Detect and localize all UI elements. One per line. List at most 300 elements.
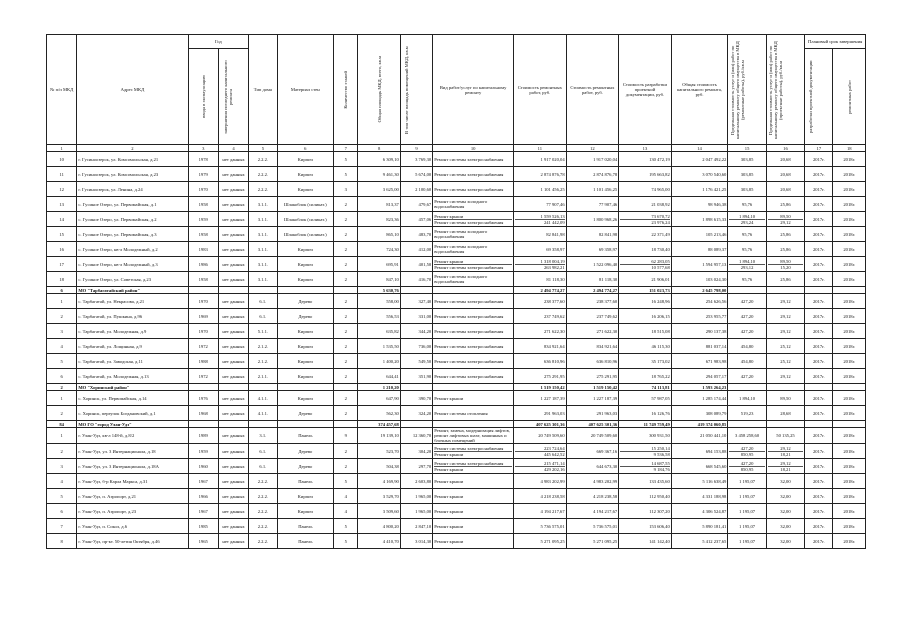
- row-area-total: 1 400,20: [358, 354, 400, 369]
- header-plan-works: ремонтных работ: [833, 49, 866, 145]
- row-total: 3 070 540,60: [671, 167, 728, 182]
- row-total: 294 057,17: [671, 369, 728, 384]
- row-area-res: [400, 287, 432, 294]
- row-year-built: [188, 421, 218, 428]
- column-number: 5: [249, 145, 277, 152]
- row-limit-1: 1 195,07: [728, 474, 766, 489]
- row-work: Ремонт системы холодного водоснабжения: [433, 227, 514, 242]
- row-address: г. Гусиноозерск, ул. Комсомольская, д.21: [77, 152, 188, 167]
- row-work: [433, 287, 514, 294]
- row-material: Кирпич: [277, 354, 334, 369]
- row-cost-work: 5 736 575,01: [514, 519, 567, 534]
- row-floors: 2: [334, 459, 358, 474]
- row-plan-design: 2017г.: [805, 294, 833, 309]
- row-material: Кирпич: [277, 369, 334, 384]
- row-area-res: 324,20: [400, 406, 432, 421]
- row-area-total: 823,36: [358, 212, 400, 227]
- row-plan-design: 2017г.: [805, 534, 833, 549]
- row-year-repair: нет данных: [218, 197, 248, 212]
- row-plan-design: 2017г.: [805, 391, 833, 406]
- row-area-total: 865,10: [358, 227, 400, 242]
- row-limit-1: 427,20: [728, 369, 766, 384]
- row-address: с. Гусиное Озеро, кв-л Молодежный, д.3: [77, 257, 188, 272]
- row-year-repair: нет данных: [218, 339, 248, 354]
- row-plan-works: 2018г.: [833, 354, 866, 369]
- column-number: 18: [833, 145, 866, 152]
- row-floors: 2: [334, 354, 358, 369]
- row-material: Панель: [277, 474, 334, 489]
- row-plan-works: 2018г.: [833, 391, 866, 406]
- row-number: 1: [47, 428, 77, 444]
- row-floors: 2: [334, 339, 358, 354]
- row-limit-2: 29,12: [766, 294, 804, 309]
- row-plan-works: 2018г.: [833, 182, 866, 197]
- row-area-total: 647,90: [358, 391, 400, 406]
- row-type: 2.2.2.: [249, 519, 277, 534]
- row-limit-2: 32,00: [766, 489, 804, 504]
- row-limit-2: 89,50: [766, 391, 804, 406]
- row-type: 3.1.1.: [249, 212, 277, 227]
- column-number: 15: [728, 145, 766, 152]
- table-body: [47, 152, 866, 549]
- row-type: 3.1.1.: [249, 242, 277, 257]
- row-cost-work: 1 318 004,19 263 982,21: [514, 257, 567, 272]
- row-floors: 2: [334, 227, 358, 242]
- row-plan-works: [833, 287, 866, 294]
- table-row: [47, 459, 866, 474]
- row-cost-work-2: 1 917 020,04: [566, 152, 619, 167]
- row-area-res: 549,50: [400, 354, 432, 369]
- row-cost-design: 112 307,20: [619, 504, 672, 519]
- row-floors: 2: [334, 294, 358, 309]
- row-work: Ремонт крыши: [433, 534, 514, 549]
- row-cost-design: 130 472,19: [619, 152, 672, 167]
- row-cost-work: 1 227 187,39: [514, 391, 567, 406]
- row-plan-design: 2017г.: [805, 444, 833, 459]
- row-cost-design: 112 950,40: [619, 489, 672, 504]
- row-number: 13: [47, 197, 77, 212]
- row-cost-design: 15 250,14 9 536,58: [619, 444, 672, 459]
- row-area-total: 4 800,20: [358, 519, 400, 534]
- row-limit-1: 3 458 258,60: [728, 428, 766, 444]
- row-area-res: 12 360,70: [400, 428, 432, 444]
- row-total: 98 946,38: [671, 197, 728, 212]
- row-floors: 2: [334, 391, 358, 406]
- row-work: Ремонт крыши: [433, 391, 514, 406]
- row-type: 3.1.: [249, 428, 277, 444]
- table-row: [47, 489, 866, 504]
- row-material: Кирпич: [277, 242, 334, 257]
- row-area-total: 635,82: [358, 324, 400, 339]
- row-floors: 4: [334, 504, 358, 519]
- row-limit-1: 303,85: [728, 182, 766, 197]
- table-subtotal-row: [47, 287, 866, 294]
- row-area-total: 558,00: [358, 294, 400, 309]
- row-year-repair: нет данных: [218, 242, 248, 257]
- row-area-res: 344,20: [400, 324, 432, 339]
- row-material: Кирпич: [277, 391, 334, 406]
- row-year-repair: нет данных: [218, 406, 248, 421]
- row-type: 3.1.1.: [249, 257, 277, 272]
- row-total: 103 024,30: [671, 272, 728, 287]
- row-plan-design: 2017г.: [805, 369, 833, 384]
- row-cost-design: 21 038,92: [619, 197, 672, 212]
- row-area-res: 2 847,10: [400, 519, 432, 534]
- row-cost-design: 14 687,55 9 184,76: [619, 459, 672, 474]
- row-number: 6: [47, 369, 77, 384]
- row-area-res: 327,40: [400, 294, 432, 309]
- row-year-built: 1988: [188, 354, 218, 369]
- row-area-res: 5 674,00: [400, 167, 432, 182]
- row-cost-work-2: 238 377,60: [566, 294, 619, 309]
- row-limit-1: 1 894,10: [728, 391, 766, 406]
- row-work: Ремонт системы электроснабжения Ремонт крыши: [433, 444, 514, 459]
- row-plan-works: 2018г.: [833, 197, 866, 212]
- row-address: МО ГО "город Улан-Удэ": [77, 421, 188, 428]
- row-limit-2: 25,86: [766, 242, 804, 257]
- row-limit-2: 20,68: [766, 182, 804, 197]
- row-total: 308 089,79: [671, 406, 728, 421]
- row-plan-works: [833, 421, 866, 428]
- row-plan-design: 2017г.: [805, 257, 833, 272]
- row-plan-design: 2017г.: [805, 474, 833, 489]
- row-material: Панель: [277, 428, 334, 444]
- row-number: 6: [47, 504, 77, 519]
- row-area-res: 1 965,00: [400, 504, 432, 519]
- table-row: [47, 257, 866, 272]
- row-cost-work-2: 69 358,97: [566, 242, 619, 257]
- row-limit-2: [766, 421, 804, 428]
- row-cost-work: 4 194 217,67: [514, 504, 567, 519]
- row-area-total: 5 630,76: [358, 287, 400, 294]
- row-cost-work: 237 749,62: [514, 309, 567, 324]
- row-area-total: 3 625,00: [358, 182, 400, 197]
- table-row: [47, 212, 866, 227]
- row-material: Кирпич: [277, 152, 334, 167]
- row-limit-2: 29,12: [766, 324, 804, 339]
- row-cost-work: 69 358,97: [514, 242, 567, 257]
- row-area-res: 390,70: [400, 391, 432, 406]
- row-material: Шлакоблок (силикат.): [277, 227, 334, 242]
- row-work: Ремонт крыши: [433, 474, 514, 489]
- row-limit-2: 28,68: [766, 406, 804, 421]
- row-address: с. Тарбагатай, ул. Лощинная, д.9: [77, 339, 188, 354]
- row-type: 2.2.2.: [249, 167, 277, 182]
- row-material: Кирпич: [277, 272, 334, 287]
- row-plan-design: [805, 421, 833, 428]
- row-area-total: 374 457,68: [358, 421, 400, 428]
- row-address: с. Тарбагатай, ул. Пушкина, д.96: [77, 309, 188, 324]
- row-limit-2: 25,12: [766, 339, 804, 354]
- row-work: Ремонт крыши: [433, 489, 514, 504]
- row-area-res: 331,00: [400, 309, 432, 324]
- row-cost-design: 35 173,02: [619, 354, 672, 369]
- header-area-total: Общая площадь МКД, всего, кв.м: [358, 35, 400, 145]
- row-type: 4.1.1.: [249, 391, 277, 406]
- row-year-built: 1979: [188, 167, 218, 182]
- row-floors: 2: [334, 272, 358, 287]
- row-number: 84: [47, 421, 77, 428]
- row-cost-design: 11 749 759,49: [619, 421, 672, 428]
- row-cost-work: 215 471,14 429 202,16: [514, 459, 567, 474]
- row-limit-2: 89,50 29,12: [766, 212, 804, 227]
- header-cost-work-2: Стоимость ремонтных работ, руб.: [566, 35, 619, 145]
- row-plan-design: 2017г.: [805, 428, 833, 444]
- row-year-repair: нет данных: [218, 324, 248, 339]
- row-limit-1: 454,80: [728, 354, 766, 369]
- row-type: 3.1.1.: [249, 227, 277, 242]
- row-year-built: 1966: [188, 489, 218, 504]
- row-cost-work-2: 669 367,16: [566, 444, 619, 459]
- table-row: [47, 406, 866, 421]
- row-plan-works: 2018г.: [833, 459, 866, 474]
- table-row: [47, 324, 866, 339]
- row-type: [249, 287, 277, 294]
- row-floors: [334, 384, 358, 391]
- row-area-res: 2 603,80: [400, 474, 432, 489]
- row-year-repair: нет данных: [218, 167, 248, 182]
- row-type: [249, 421, 277, 428]
- column-number: 9: [400, 145, 432, 152]
- row-total: 5 116 638,49: [671, 474, 728, 489]
- row-year-built: 1967: [188, 474, 218, 489]
- row-cost-work-2: 636 810,96: [566, 354, 619, 369]
- row-area-total: 504,38: [358, 459, 400, 474]
- row-number: 6: [47, 287, 77, 294]
- row-area-res: 297,70: [400, 459, 432, 474]
- row-year-built: [188, 384, 218, 391]
- row-number: 5: [47, 489, 77, 504]
- row-plan-works: 2018г.: [833, 324, 866, 339]
- row-cost-work-2: 237 749,62: [566, 309, 619, 324]
- row-total: 1 176 421,25: [671, 182, 728, 197]
- column-number: 16: [766, 145, 804, 152]
- row-year-built: 1970: [188, 182, 218, 197]
- header-floors: Количество этажей: [334, 35, 358, 145]
- row-plan-design: 2017г.: [805, 309, 833, 324]
- row-cost-work-2: 20 749 509,60: [566, 428, 619, 444]
- row-total: 88 089,37: [671, 242, 728, 257]
- row-cost-design: 74 113,81: [619, 384, 672, 391]
- row-work: [433, 421, 514, 428]
- row-cost-design: 300 931,50: [619, 428, 672, 444]
- row-cost-work: 238 377,60: [514, 294, 567, 309]
- row-plan-design: 2017г.: [805, 152, 833, 167]
- row-area-total: 1 210,20: [358, 384, 400, 391]
- row-address: г. Улан-Удэ, п. Аэропорт, д.21: [77, 489, 188, 504]
- row-limit-2: [766, 384, 804, 391]
- row-address: с. Тарбагатай, ул. Некрасова, д.21: [77, 294, 188, 309]
- row-year-built: 1958: [188, 227, 218, 242]
- row-limit-1: 1 195,07: [728, 534, 766, 549]
- row-limit-1: 454,80: [728, 339, 766, 354]
- table-row: [47, 519, 866, 534]
- row-cost-work-2: 275 291,95: [566, 369, 619, 384]
- row-year-built: 1978: [188, 152, 218, 167]
- row-type: 2.2.2.: [249, 534, 277, 549]
- row-year-repair: нет данных: [218, 534, 248, 549]
- row-cost-work: 1 917 020,04: [514, 152, 567, 167]
- row-work: Ремонт системы электроснабжения: [433, 167, 514, 182]
- row-plan-works: 2018г.: [833, 406, 866, 421]
- row-limit-1: 427,20 850,95: [728, 444, 766, 459]
- row-number: 11: [47, 167, 77, 182]
- row-address: МО "Тарбагатайский район": [77, 287, 188, 294]
- row-cost-work-2: 81 118,30: [566, 272, 619, 287]
- row-cost-work-2: 1 800 968,26: [566, 212, 619, 227]
- row-address: с. Тарбагатай, ул. Заводская, д.11: [77, 354, 188, 369]
- row-address: с. Хоринск, ул. Первомайская, д.14: [77, 391, 188, 406]
- row-year-repair: нет данных: [218, 212, 248, 227]
- row-type: 6.1.: [249, 459, 277, 474]
- row-limit-2: 29,12: [766, 309, 804, 324]
- row-cost-work: 82 841,98: [514, 227, 567, 242]
- row-cost-work: 834 921,64: [514, 339, 567, 354]
- row-cost-design: 18 515,08: [619, 324, 672, 339]
- table-header: [47, 35, 866, 152]
- row-area-res: 412,00: [400, 242, 432, 257]
- table-subtotal-row: [47, 421, 866, 428]
- table-row: [47, 272, 866, 287]
- row-limit-1: 1 894,10 293,24: [728, 212, 766, 227]
- row-cost-work: 2 494 774,27: [514, 287, 567, 294]
- row-year-repair: нет данных: [218, 182, 248, 197]
- row-plan-design: 2017г.: [805, 459, 833, 474]
- row-type: 5.1.1.: [249, 324, 277, 339]
- repair-program-table: [46, 34, 866, 549]
- row-cost-work-2: 4 983 202,99: [566, 474, 619, 489]
- row-year-repair: нет данных: [218, 309, 248, 324]
- row-total: 254 626,56: [671, 294, 728, 309]
- row-plan-works: 2018г.: [833, 504, 866, 519]
- row-address: г. Улан-Удэ, б-р Карла Маркса, д.31: [77, 474, 188, 489]
- column-number: 3: [188, 145, 218, 152]
- row-floors: 2: [334, 257, 358, 272]
- row-floors: 2: [334, 324, 358, 339]
- row-plan-works: 2018г.: [833, 428, 866, 444]
- row-plan-works: 2018г.: [833, 444, 866, 459]
- row-number: 16: [47, 242, 77, 257]
- row-number: 1: [47, 391, 77, 406]
- row-year-repair: нет данных: [218, 459, 248, 474]
- row-year-repair: нет данных: [218, 444, 248, 459]
- row-number: 8: [47, 534, 77, 549]
- row-number: 4: [47, 339, 77, 354]
- row-total: 21 050 441,10: [671, 428, 728, 444]
- row-limit-2: 25,86: [766, 197, 804, 212]
- row-plan-works: 2018г.: [833, 519, 866, 534]
- row-year-built: 1970: [188, 294, 218, 309]
- row-limit-1: 95,76: [728, 272, 766, 287]
- row-plan-design: 2017г.: [805, 197, 833, 212]
- row-year-built: 1960: [188, 459, 218, 474]
- row-year-built: 1976: [188, 391, 218, 406]
- row-cost-work: 81 118,30: [514, 272, 567, 287]
- header-limit-1: Предельная стоимость услуг и (или) работ по капитальному ремонту общего имущества в МКД (ремонтные работы), руб./кв.м: [728, 35, 766, 145]
- row-cost-design: 18 730,40: [619, 242, 672, 257]
- row-material: Кирпич: [277, 504, 334, 519]
- row-area-res: [400, 421, 432, 428]
- row-work: Ремонт, замена, модернизация лифтов, ремонт лифтовых шахт, машинных и блочных помещений: [433, 428, 514, 444]
- row-material: Дерево: [277, 444, 334, 459]
- table-row: [47, 309, 866, 324]
- row-work: [433, 384, 514, 391]
- row-work: Ремонт системы холодного водоснабжения: [433, 242, 514, 257]
- header-num: № п/п МКД: [47, 35, 77, 145]
- row-plan-design: 2017г.: [805, 354, 833, 369]
- row-type: 2.1.2.: [249, 354, 277, 369]
- row-plan-design: 2017г.: [805, 519, 833, 534]
- row-number: 2: [47, 309, 77, 324]
- row-plan-design: [805, 384, 833, 391]
- row-limit-1: 1 195,07: [728, 519, 766, 534]
- row-limit-1: 519,23: [728, 406, 766, 421]
- row-work: Ремонт системы электроснабжения Ремонт крыши: [433, 459, 514, 474]
- row-cost-design: 46 115,30: [619, 339, 672, 354]
- row-limit-1: [728, 287, 766, 294]
- row-cost-work: 4 983 202,99: [514, 474, 567, 489]
- row-cost-work-2: 644 673,30: [566, 459, 619, 474]
- row-address: г. Гусиноозерск, ул. Комсомольская, д.23: [77, 167, 188, 182]
- row-plan-works: 2018г.: [833, 369, 866, 384]
- row-number: 10: [47, 152, 77, 167]
- header-year-repair: завершения последнего капитального ремонта: [218, 49, 248, 145]
- row-plan-works: 2018г.: [833, 242, 866, 257]
- header-cost-work: Стоимость ремонтных работ, руб.: [514, 35, 567, 145]
- row-material: Кирпич: [277, 182, 334, 197]
- row-year-built: 1967: [188, 504, 218, 519]
- row-year-built: 1969: [188, 309, 218, 324]
- spreadsheet-page: [46, 34, 866, 549]
- column-number: 17: [805, 145, 833, 152]
- row-cost-work: 4 218 238,58: [514, 489, 567, 504]
- row-cost-work: 1 559 526,13 241 442,09: [514, 212, 567, 227]
- row-plan-works: 2018г.: [833, 339, 866, 354]
- row-total: 4 331 188,98: [671, 489, 728, 504]
- row-work: Ремонт системы холодного водоснабжения: [433, 272, 514, 287]
- row-type: 3.1.1.: [249, 197, 277, 212]
- row-year-repair: нет данных: [218, 504, 248, 519]
- row-limit-2: 32,00: [766, 519, 804, 534]
- row-plan-design: 2017г.: [805, 339, 833, 354]
- row-floors: 4: [334, 489, 358, 504]
- row-limit-2: 20,68: [766, 167, 804, 182]
- row-limit-1: [728, 421, 766, 428]
- row-plan-works: 2018г.: [833, 534, 866, 549]
- row-year-built: 1972: [188, 369, 218, 384]
- row-work: Ремонт системы электроснабжения: [433, 294, 514, 309]
- row-limit-1: 1 195,07: [728, 504, 766, 519]
- row-plan-design: 2017г.: [805, 489, 833, 504]
- column-number: 11: [514, 145, 567, 152]
- row-material: [277, 384, 334, 391]
- row-floors: 2: [334, 444, 358, 459]
- row-type: 2.2.2.: [249, 504, 277, 519]
- row-cost-design: 153 606,40: [619, 519, 672, 534]
- row-cost-work-2: 5 271 095,25: [566, 534, 619, 549]
- row-limit-2: 32,00: [766, 474, 804, 489]
- row-address: с. Гусиное Озеро, ул. Советская, д.23: [77, 272, 188, 287]
- row-cost-work-2: 291 963,03: [566, 406, 619, 421]
- table-row: [47, 242, 866, 257]
- row-year-built: 1970: [188, 324, 218, 339]
- row-year-repair: нет данных: [218, 369, 248, 384]
- row-type: 2.1.2.: [249, 339, 277, 354]
- row-total: 1 594 957,13: [671, 257, 728, 272]
- row-plan-design: 2017г.: [805, 324, 833, 339]
- column-number: 10: [433, 145, 514, 152]
- row-area-res: 2 100,60: [400, 182, 432, 197]
